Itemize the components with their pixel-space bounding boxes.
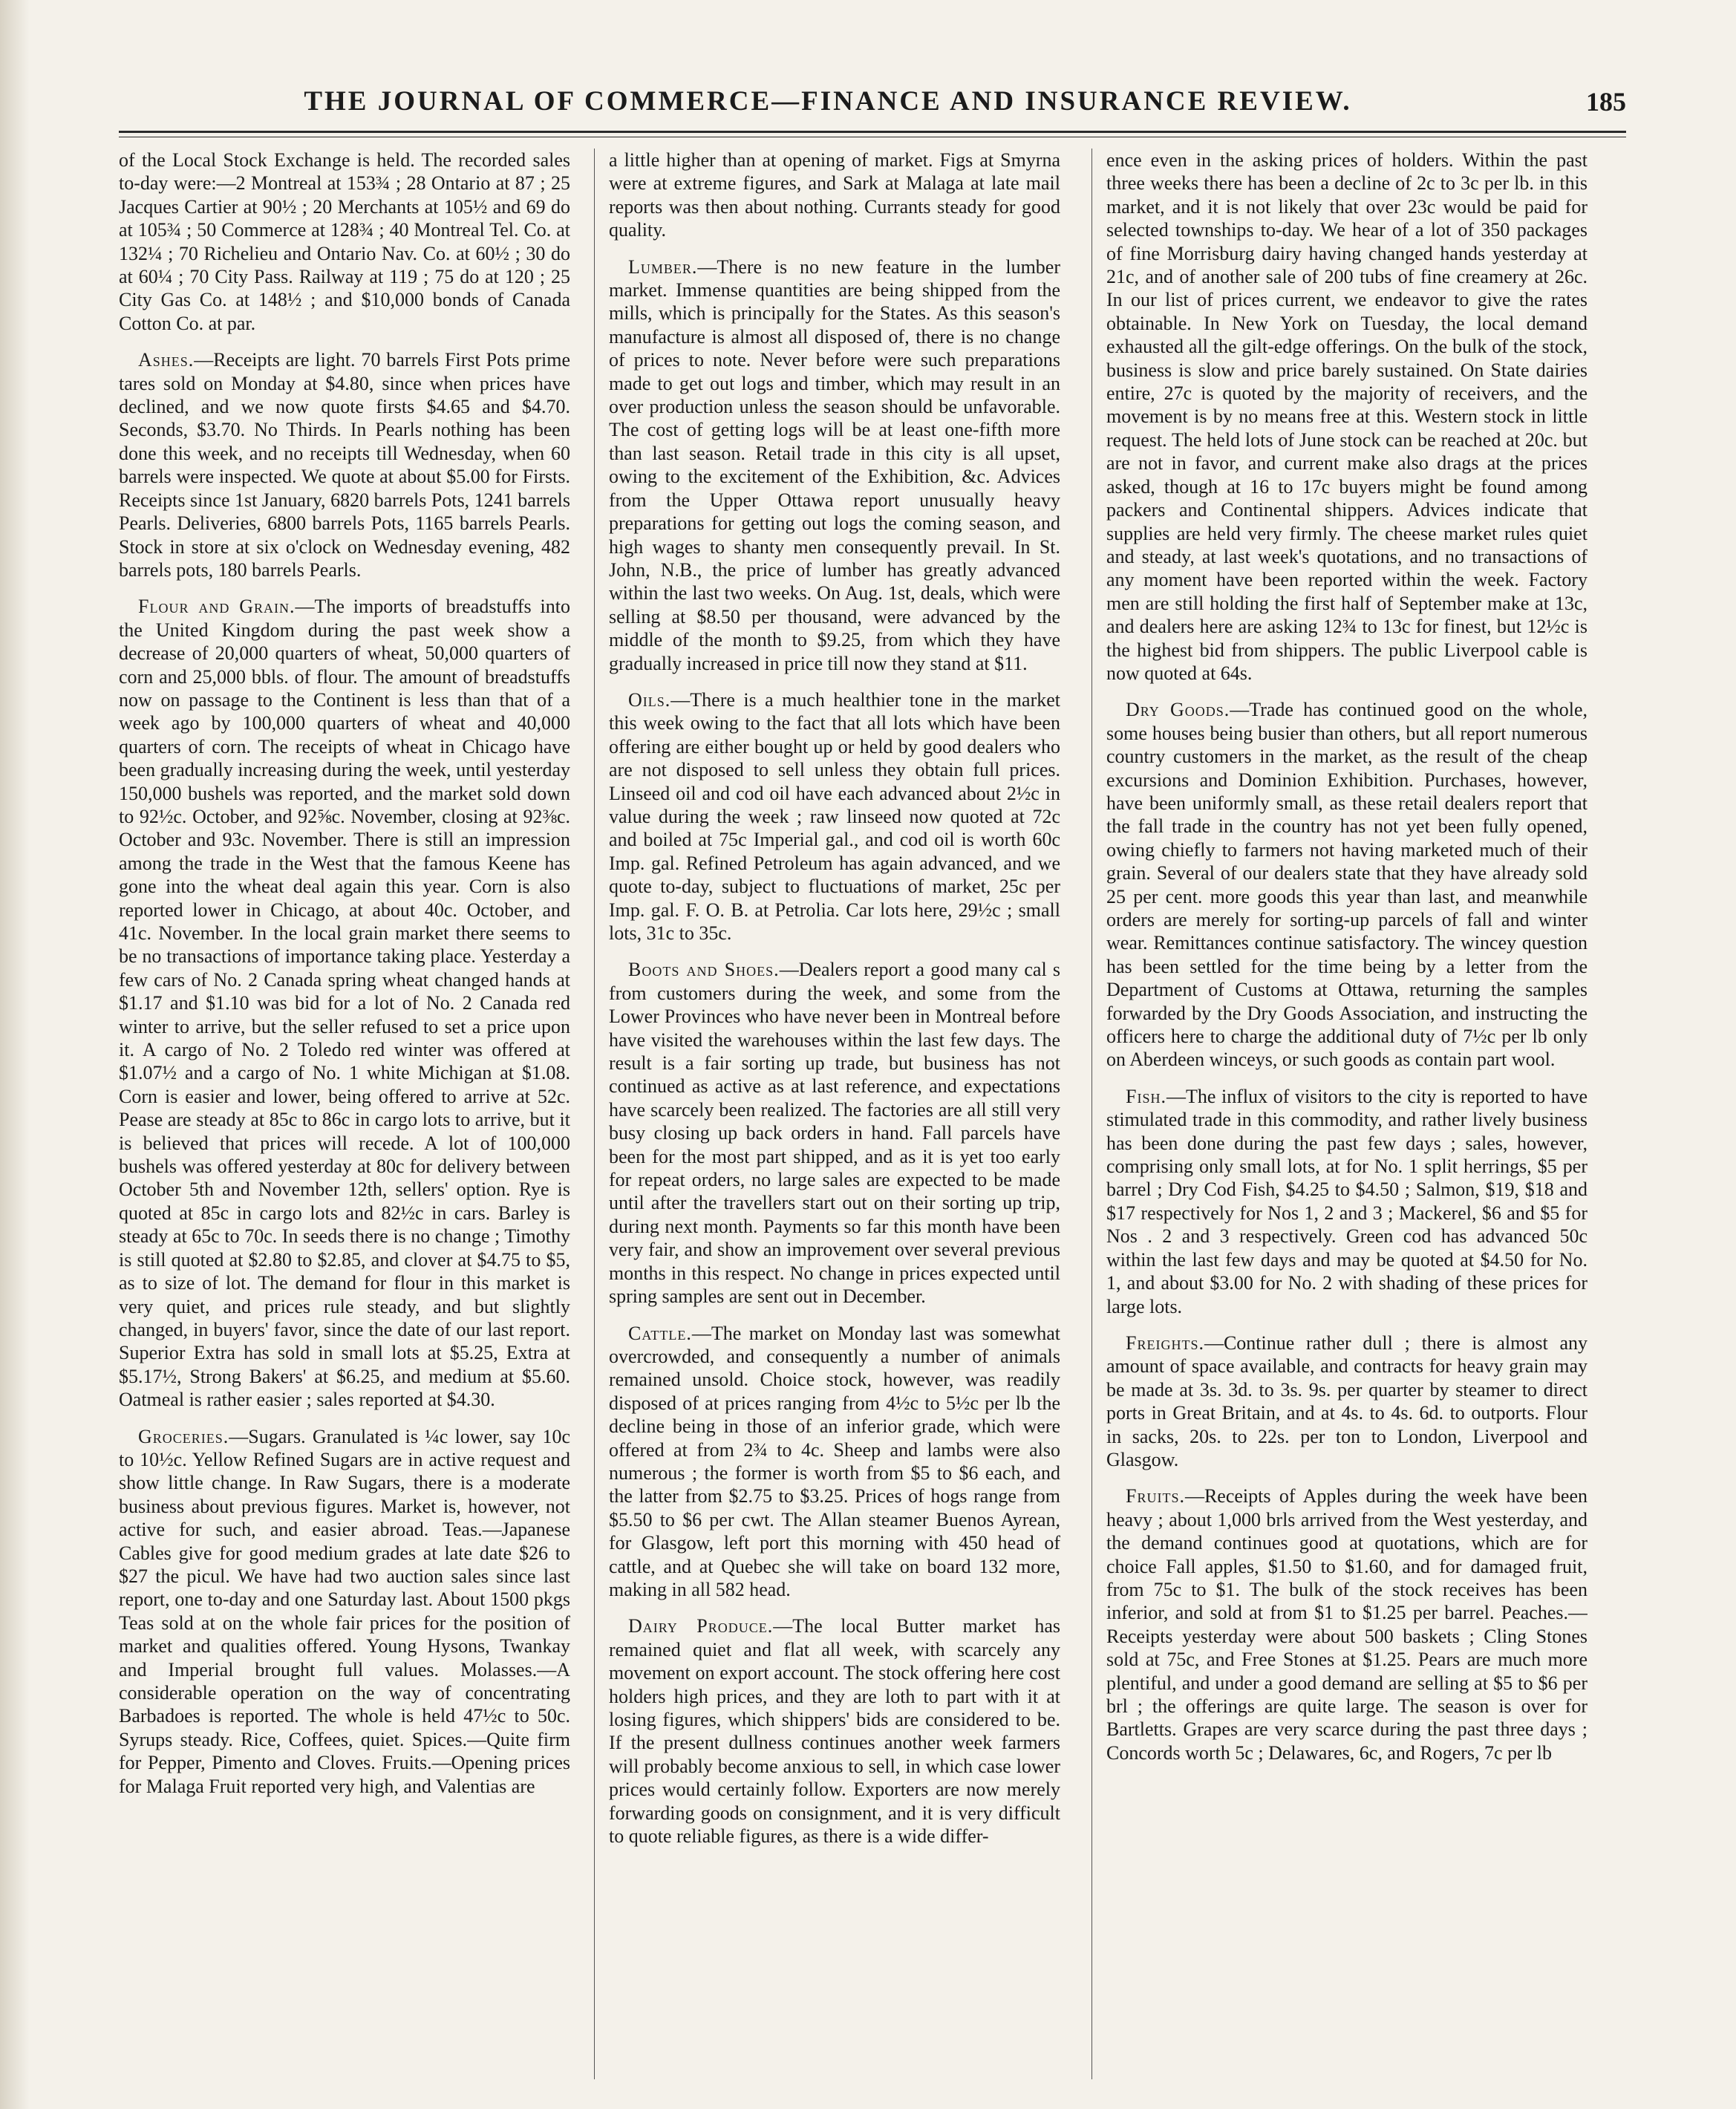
article-paragraph bbox=[609, 958, 1060, 1308]
article-paragraph bbox=[609, 1322, 1060, 1602]
article-paragraph bbox=[1106, 698, 1587, 1072]
paragraph-text: —The imports of breadstuffs into the United Kingdom during the past week show a decrease of 20,000 quarters of wheat, 50,000 quarters of corn and 25,000 bbls. of flour. The amount of breadstuffs now on passage to the Continent is less than that of a week ago by 100,000 quarters of wheat and 40,000 quarters of corn. The receipts of wheat in Chicago have been gradually increasing during the week, until yesterday 150,000 bushels was reported, and the market sold down to 92½c. October, and 92⅝c. November, closing at 92⅜c. October and 93c. November. There is still an impression among the trade in the West that the famous Keene has gone into the wheat deal again this year. Corn is also reported lower in Chicago, at about 40c. October, and 41c. November. In the local grain market there seems to be no transactions of importance taking place. Yesterday a few cars of No. 2 Canada spring wheat changed hands at $1.17 and $1.10 was bid for a lot of No. 2 Canada red winter to arrive, but the seller refused to set a price upon it. A cargo of No. 2 Toledo red winter was offered at $1.07½ and a cargo of No. 1 white Michigan at $1.08. Corn is easier and lower, being offered to arrive at 52c. Pease are steady at 85c to 86c in cargo lots to arrive, but it is believed that prices will recede. A lot of 100,000 bushels was offered yesterday at 80c for delivery between October 5th and November 12th, sellers' option. Rye is quoted at 85c in cargo lots and 82½c in cars. Barley is steady at 65c to 70c. In seeds there is no change ; Timothy is still quoted at $2.80 to $2.85, and clover at $4.75 to $5, as to size of lot. The demand for flour in this market is very quiet, and prices rule steady, and but slightly changed, in buyers' favor, since the date of our last report. Superior Extra has sold in small lots at $5.25, Extra at $5.17½, Strong Bakers' at $6.25, and medium at $5.60. Oatmeal is rather easier ; sales reported at $4.30. bbox=[119, 596, 570, 1411]
paragraph-text: —Receipts of Apples during the week have been heavy ; about 1,000 brls arrived from the West yesterday, and the demand continues good at quotations, which are for choice Fall apples, $1.50 to $1.60, and for damaged fruit, from 75c to $1. The bulk of the stock receives has been inferior, and sold at from $1 to $1.25 per barrel. Peaches.—Receipts yesterday were about 500 baskets ; Cling Stones sold at 75c, and Free Stones at $1.25. Pears are much more plentiful, and under a good demand are selling at $5 to $6 per brl ; the offerings are quite large. The season is over for Bartletts. Grapes are very scarce during the past three days ; Concords worth 5c ; Delawares, 6c, and Rogers, 7c per lb bbox=[1106, 1485, 1587, 1764]
section-heading: Flour and Grain. bbox=[138, 596, 296, 618]
page-header bbox=[119, 83, 1626, 128]
paragraph-text: —Receipts are light. 70 barrels First Pots prime tares sold on Monday at $4.80, since when prices have declined, and we now quote firsts $4.65 and $4.70. Seconds, $3.70. No Thirds. In Pearls nothing has been done this week, and no receipts till Wednesday, when 60 barrels were inspected. We quote at about $5.00 for Firsts. Receipts since 1st January, 6820 barrels Pots, 1241 barrels Pearls. Deliveries, 6800 barrels Pots, 1165 barrels Pearls. Stock in store at six o'clock on Wednesday evening, 482 barrels pots, 180 barrels Pearls. bbox=[119, 349, 570, 581]
paragraph-text: —The influx of visitors to the city is reported to have stimulated trade in this commodity, and rather lively business has been done during the past few days ; sales, however, comprising only small lots, at for No. 1 split herrings, $5 per barrel ; Dry Cod Fish, $4.25 to $4.50 ; Salmon, $19, $18 and $17 respectively for Nos 1, 2 and 3 ; Mackerel, $6 and $5 for Nos . 2 and 3 respectively. Green cod has advanced 50c within the last few days and may be quoted at $4.50 for No. 1, and about $3.00 for No. 2 with shading of these prices for large lots. bbox=[1106, 1085, 1587, 1317]
article-paragraph bbox=[119, 149, 570, 335]
paragraph-text: —There is a much healthier tone in the market this week owing to the fact that all lots which have been offering are either bought up or held by good dealers who are not disposed to sell unless they obtain full prices. Linseed oil and cod oil have each advanced about 2½c in value during the week ; raw linseed now quoted at 72c and boiled at 75c Imperial gal., and cod oil is worth 60c Imp. gal. Refined Petroleum has again advanced, and we quote to-day, subject to fluctuations of market, 25c per Imp. gal. F. O. B. at Petrolia. Car lots here, 29½c ; small lots, 31c to 35c. bbox=[609, 688, 1060, 944]
article-paragraph bbox=[609, 1614, 1060, 1848]
article-paragraph bbox=[609, 688, 1060, 945]
section-heading: Oils. bbox=[628, 688, 671, 711]
section-heading: Lumber. bbox=[628, 255, 698, 278]
page-number: 185 bbox=[1586, 87, 1626, 117]
section-heading: Cattle. bbox=[628, 1322, 692, 1344]
paragraph-text: a little higher than at opening of market. Figs at Smyrna were at extreme figures, and Sark at Malaga at late mail reports was then about nothing. Currants steady for good quality. bbox=[609, 149, 1060, 241]
paragraph-text: —Dealers report a good many cal s from customers during the week, and some from the Lower Provinces who have never been in Montreal before have visited the warehouses within the last few days. The result is a fair sorting up trade, but business has not continued as active as at last reference, and expectations have scarcely been realized. The factories are all still very busy closing up back orders in hand. Fall parcels have been for the most part shipped, and as it is yet too early for repeat orders, no large sales are expected to be made until after the travellers start out on their sorting up trip, during next month. Payments so far this month have been very fair, and show an improvement over several previous months in this respect. No change in prices expected until spring samples are sent out in December. bbox=[609, 959, 1060, 1308]
column-2 bbox=[609, 149, 1060, 2087]
section-heading: Groceries. bbox=[138, 1425, 229, 1447]
article-paragraph bbox=[1106, 149, 1587, 685]
article-paragraph bbox=[609, 255, 1060, 675]
section-heading: Fruits. bbox=[1126, 1485, 1185, 1507]
paragraph-text: of the Local Stock Exchange is held. The recorded sales to-day were:—2 Montreal at 153¾ ; 28 Ontario at 87 ; 25 Jacques Cartier at 90½ ; 20 Merchants at 105½ and 69 do at 105¾ ; 50 Commerce at 128¾ ; 40 Montreal Tel. Co. at 132¼ ; 70 Richelieu and Ontario Nav. Co. at 60½ ; 30 do at 60¼ ; 70 City Pass. Railway at 119 ; 75 do at 120 ; 25 City Gas Co. at 148½ ; and $10,000 bonds of Canada Cotton Co. at par. bbox=[119, 149, 570, 334]
paragraph-text: —Sugars. Granulated is ¼c lower, say 10c to 10½c. Yellow Refined Sugars are in active request and show little change. In Raw Sugars, there is a moderate business about previous figures. Market is, however, not active for such, and easier abroad. Teas.—Japanese Cables give for good medium grades at late date $26 to $27 the picul. We have had two auction sales since last report, one to-day and one Saturday last. About 1500 pkgs Teas sold at on the whole fair prices for the position of market and qualities offered. Young Hysons, Twankay and Imperial brought full values. Molasses.—A considerable operation on the way of concentrating Barbadoes is reported. The whole is held 47½c to 50c. Syrups steady. Rice, Coffees, quiet. Spices.—Quite firm for Pepper, Pimento and Cloves. Fruits.—Opening prices for Malaga Fruit reported very high, and Valentias are bbox=[119, 1425, 570, 1797]
paragraph-text: —Trade has continued good on the whole, some houses being busier than others, but all report numerous country customers in the market, as the result of the cheap excursions and Dominion Exhibition. Purchases, however, have been uniformly small, as these retail dealers report that the fall trade in the country has not yet been fully opened, owing chiefly to farmers not having marketed much of their grain. Several of our dealers state that they have already sold 25 per cent. more goods this year than last, and meanwhile orders are merely for sorting-up parcels of fall and winter wear. Remittances continue satisfactory. The wincey question has been settled for the time being by a letter from the Department of Customs at Ottawa, returning the samples forwarded by the Dry Goods Association, and instructing the officers here to charge the additional duty of 7½c per lb only on Aberdeen winceys, or such goods as contain part wool. bbox=[1106, 699, 1587, 1071]
header-rule-thick bbox=[119, 131, 1626, 133]
paragraph-text: —The local Butter market has remained quiet and flat all week, with scarcely any movement on export account. The stock offering here cost holders high prices, and they are loth to part with it at losing figures, which shippers' bids are considered to be. If the present dullness continues another week farmers will probably become anxious to sell, in which case lower prices would certainly follow. Exporters are now merely forwarding goods on consignment, and it is very difficult to quote reliable figures, as there is a wide differ- bbox=[609, 1615, 1060, 1848]
column-3 bbox=[1106, 149, 1587, 2087]
section-heading: Ashes. bbox=[138, 349, 195, 371]
section-heading: Fish. bbox=[1126, 1085, 1166, 1107]
column-divider bbox=[1091, 149, 1092, 2079]
section-heading: Boots and Shoes. bbox=[628, 959, 780, 981]
page-binding-shadow bbox=[0, 0, 30, 2109]
article-paragraph bbox=[1106, 1331, 1587, 1471]
article-paragraph bbox=[1106, 1085, 1587, 1318]
article-paragraph bbox=[119, 348, 570, 581]
column-1 bbox=[119, 149, 570, 2087]
column-divider bbox=[594, 149, 595, 2079]
section-heading: Dry Goods. bbox=[1126, 699, 1230, 721]
paragraph-text: —Continue rather dull ; there is almost any amount of space available, and contracts for heavy grain may be made at 3s. 3d. to 3s. 9s. per quarter by steamer to direct ports in Great Britain, and at 4s. to 4s. 6d. to outports. Flour in sacks, 20s. to 22s. per ton to London, Liverpool and Glasgow. bbox=[1106, 1331, 1587, 1470]
section-heading: Freights. bbox=[1126, 1331, 1204, 1354]
article-paragraph bbox=[119, 1425, 570, 1799]
paragraph-text: ence even in the asking prices of holders. Within the past three weeks there has been a decline of 2c to 3c per lb. in this market, and it is not likely that over 23c would be paid for selected townships to-day. We hear of a lot of 350 packages of fine Morrisburg dairy having changed hands yesterday at 21c, and of another sale of 200 tubs of fine creamery at 26c. In our list of prices current, we endeavor to give the rates obtainable. In New York on Tuesday, the local demand exhausted all the gilt-edge offerings. On the bulk of the stock, business is slow and price barely sustained. On State dairies entire, 27c is quoted by the majority of receivers, and the movement is by no means free at this. Western stock in little request. The held lots of June stock can be reached at 20c. but are not in favor, and current make also drags at the prices asked, though at 16 to 17c buyers might be found among packers and Continental shippers. Advices indicate that supplies are held very firmly. The cheese market rules quiet and steady, at last week's quotations, and no transactions of any moment have been reported within the week. Factory men are still holding the first half of September make at 13c, and dealers here are asking 12¾ to 13c for finest, but 12½c is the highest bid from shippers. The public Liverpool cable is now quoted at 64s. bbox=[1106, 149, 1587, 684]
paragraph-text: —The market on Monday last was somewhat overcrowded, and consequently a number of animals remained unsold. Choice stock, however, was readily disposed of at prices ranging from 4½c to 5½c per lb the decline being in those of an inferior grade, which were offered at from 2¾ to 4c. Sheep and lambs were also numerous ; the former is worth from $5 to $6 each, and the latter from $2.75 to $3.25. Prices of hogs range from $5.50 to $6 per cwt. The Allan steamer Buenos Ayrean, for Glasgow, left port this morning with 450 head of cattle, and at Quebec she will take on board 132 more, making in all 582 head. bbox=[609, 1322, 1060, 1600]
article-paragraph bbox=[119, 595, 570, 1411]
section-heading: Dairy Produce. bbox=[628, 1615, 774, 1637]
article-paragraph bbox=[1106, 1484, 1587, 1764]
article-paragraph bbox=[609, 149, 1060, 242]
paragraph-text: —There is no new feature in the lumber market. Immense quantities are being shipped from the mills, which is principally for the States. As this season's manufacture is almost all disposed of, there is no change of prices to note. Never before were such preparations made to get out logs and timber, which may result in an over production unless the season should be unfavorable. The cost of getting logs will be at least one-fifth more than last season. Retail trade in this city is all upset, owing to the excitement of the Exhibition, &c. Advices from the Upper Ottawa report unusually heavy preparations for getting out logs the coming season, and high wages to shanty men consequently prevail. In St. John, N.B., the price of lumber has greatly advanced within the last two weeks. On Aug. 1st, deals, which were selling at $8.50 per thousand, were advanced by the middle of the month to $9.25, from which they have gradually increased in price till now they stand at $11. bbox=[609, 255, 1060, 674]
journal-title: THE JOURNAL OF COMMERCE—FINANCE AND INSURANCE REVIEW. bbox=[304, 86, 1352, 117]
